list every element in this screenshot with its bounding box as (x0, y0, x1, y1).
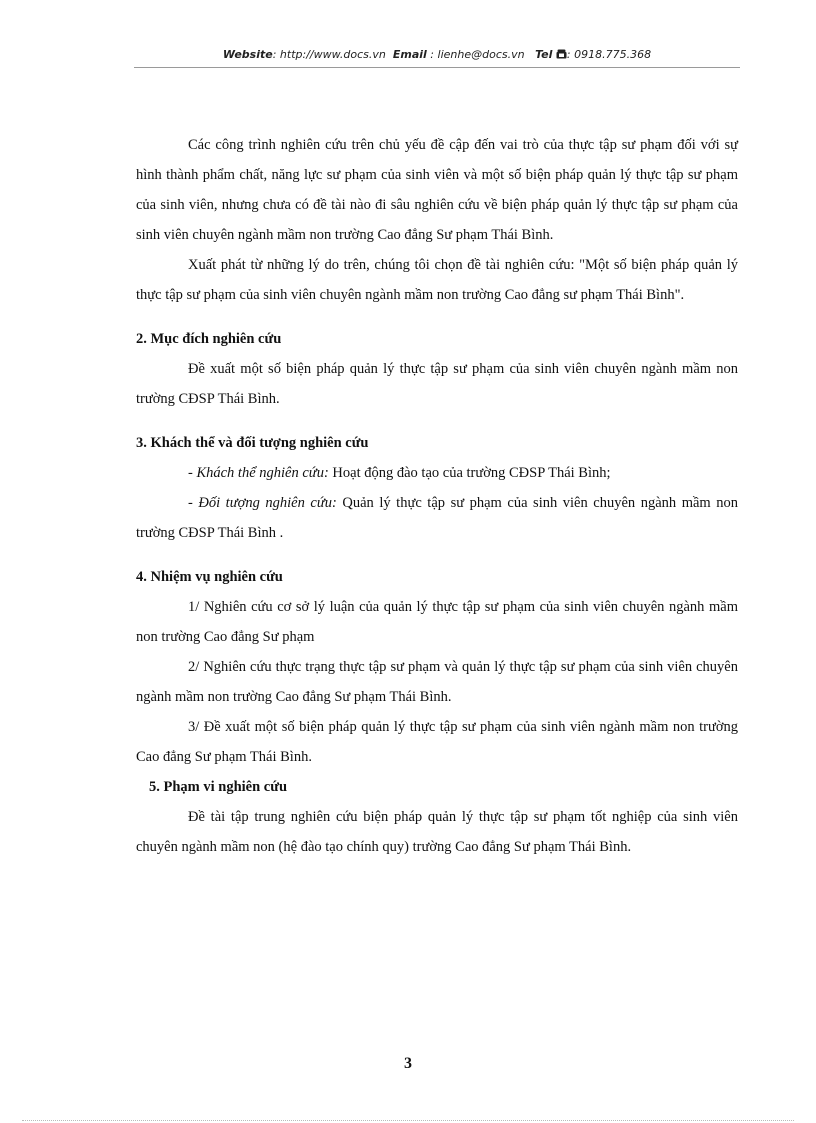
paragraph-topic-choice: Xuất phát từ những lý do trên, chúng tôi chọn đề tài nghiên cứu: "Một số biện pháp quản lý thực tập sư phạm của sinh viên chuyên ngành mầm non trường Cao đẳng sư phạm Thái Bình". (136, 257, 738, 303)
paragraph-scope: Đề tài tập trung nghiên cứu biện pháp quản lý thực tập sư phạm tốt nghiệp của sinh viên chuyên ngành mầm non (hệ đào tạo chính quy) trường Cao đẳng Sư phạm Thái Bình. (136, 809, 738, 855)
heading-section-5: 5. Phạm vi nghiên cứu (149, 779, 288, 795)
page-header (134, 48, 740, 61)
footer-divider (22, 1120, 794, 1121)
task-item-1: 1/ Nghiên cứu cơ sở lý luận của quản lý thực tập sư phạm của sinh viên chuyên ngành mầm non trường Cao đẳng Sư phạm (136, 599, 738, 645)
tel-number: : 0918.775.368 (566, 48, 652, 61)
heading-section-2: 2. Mục đích nghiên cứu (136, 331, 282, 347)
page-number: 3 (404, 1055, 412, 1072)
task-item-3: 3/ Đề xuất một số biện pháp quản lý thực tập sư phạm của sinh viên ngành mầm non trường Cao đẳng Sư phạm Thái Bình. (136, 719, 738, 765)
tel-label: Tel (535, 48, 553, 61)
bullet-label: - Khách thể nghiên cứu: (188, 465, 329, 481)
phone-icon (556, 49, 567, 59)
website-url[interactable]: : http://www.docs.vn (272, 48, 386, 61)
task-item-2: 2/ Nghiên cứu thực trạng thực tập sư phạm và quản lý thực tập sư phạm của sinh viên chuyên ngành mầm non trường Cao đẳng Sư phạm Thái Bình. (136, 659, 738, 705)
bullet-label: - Đối tượng nghiên cứu: (188, 495, 337, 511)
header-divider (134, 67, 740, 68)
heading-section-3: 3. Khách thể và đối tượng nghiên cứu (136, 435, 369, 451)
email-label: Email (392, 48, 427, 61)
bullet-text: Quản lý thực tập sư phạm của sinh viên chuyên ngành mầm non trường CĐSP Thái Bình . (136, 495, 738, 541)
paragraph-purpose: Đề xuất một số biện pháp quản lý thực tập sư phạm của sinh viên chuyên ngành mầm non trường CĐSP Thái Bình. (136, 361, 738, 407)
website-label: Website (222, 48, 273, 61)
bullet-text: Hoạt động đào tạo của trường CĐSP Thái Bình; (328, 465, 611, 481)
document-body (136, 130, 738, 862)
heading-section-4: 4. Nhiệm vụ nghiên cứu (136, 569, 283, 585)
email-address[interactable]: : lienhe@docs.vn (426, 48, 525, 61)
bullet-research-object (136, 488, 738, 548)
paragraph-intro: Các công trình nghiên cứu trên chủ yếu đề cập đến vai trò của thực tập sư phạm đối với sự hình thành phẩm chất, năng lực sư phạm của sinh viên và một số biện pháp quản lý thực tập sư phạm của sinh viên, nhưng chưa có đề tài nào đi sâu nghiên cứu về biện pháp quản lý thực tập sư phạm của sinh viên chuyên ngành mầm non trường Cao đẳng Sư phạm Thái Bình. (136, 137, 738, 243)
bullet-research-subject (136, 458, 738, 488)
